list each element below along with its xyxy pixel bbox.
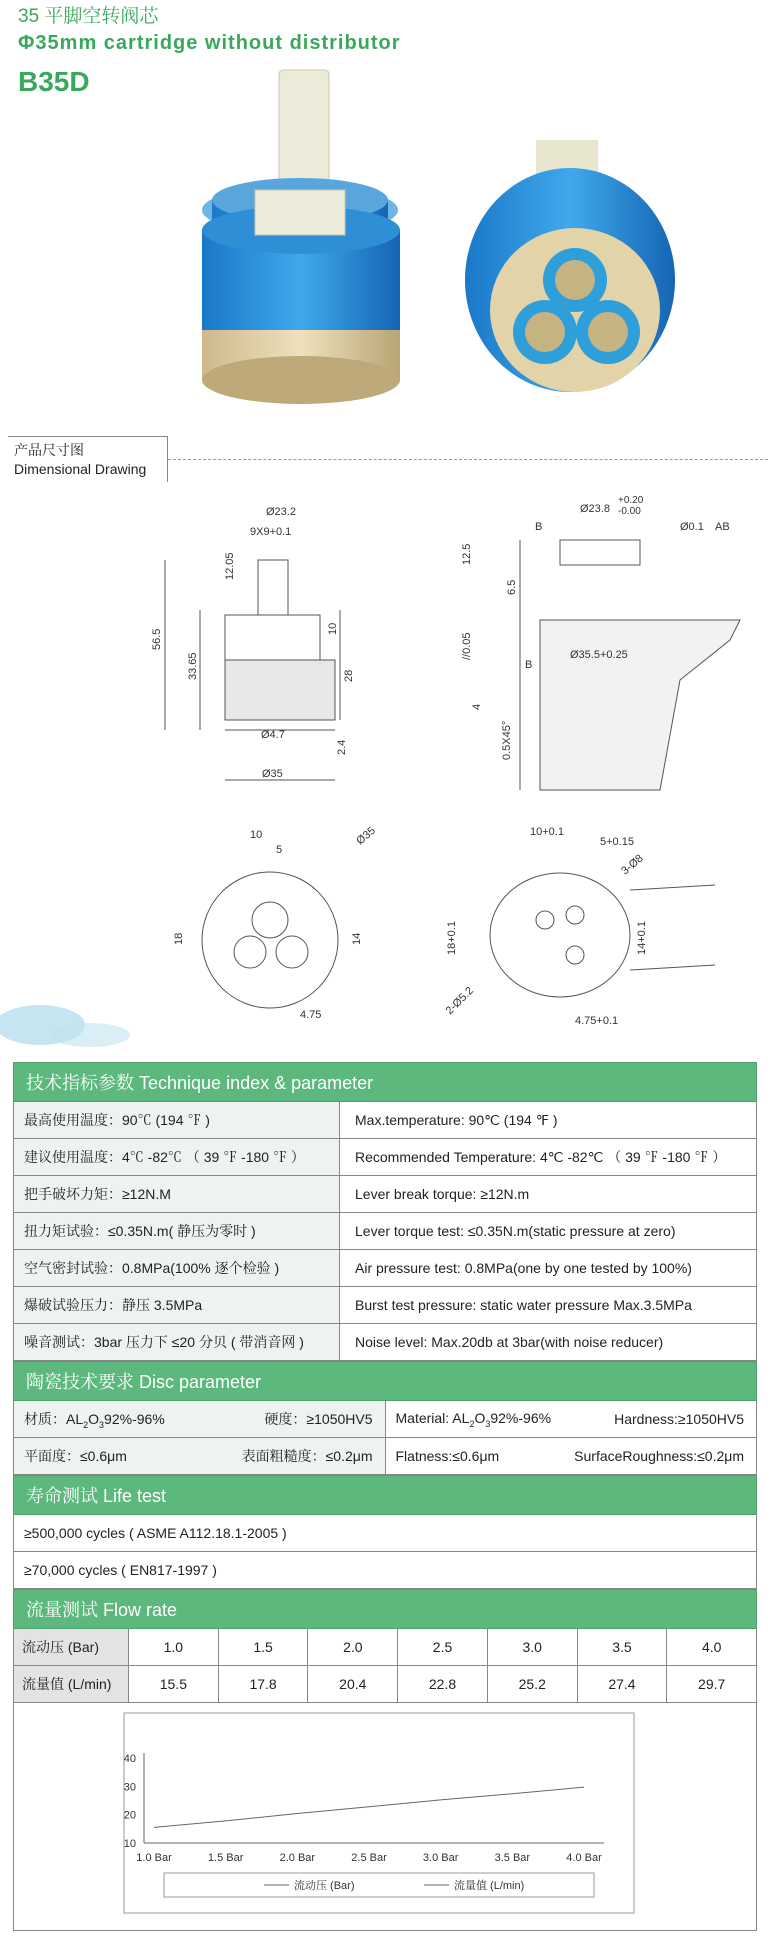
legend-label: 流量值 (L/min) [454, 1880, 525, 1892]
section-life: 寿命测试 Life test [13, 1475, 757, 1515]
material-cn: 材质：$AL_2O_392\%-96\%$ [24, 1410, 165, 1430]
bottom-view-drawing [202, 872, 338, 1008]
tech-cn: 空气密封试验：0.8MPa(100% 逐个检验 ) [14, 1250, 340, 1286]
dim-h14-1: 14+0.1 [636, 921, 648, 955]
divider-dashed [168, 459, 768, 460]
flow-cell: 15.5 [129, 1666, 219, 1702]
tech-row [13, 1213, 757, 1250]
tech-en: Noise level: Max.20db at 3bar(with noise reducer) [355, 1334, 664, 1350]
flow-pressure-row [13, 1629, 757, 1666]
flatness-cn: 平面度：≤0.6μm [24, 1448, 127, 1464]
tech-cn: 扭力矩试验：≤0.35N.m( 静压为零时 ) [14, 1213, 340, 1249]
series-line [154, 1787, 584, 1827]
dim-perp: //0.05 [461, 632, 473, 660]
tech-en: Lever torque test: ≤0.35N.m(static pressure at zero) [355, 1223, 676, 1239]
tech-row [13, 1287, 757, 1324]
tech-row [13, 1250, 757, 1287]
dim-4: 4 [471, 703, 483, 710]
x-tick-label: 3.0 Bar [422, 1852, 459, 1864]
tech-en: Burst test pressure: static water pressure Max.3.5MPa [355, 1297, 692, 1313]
flow-chart-box [13, 1703, 757, 1931]
dim-d35-b: Ø35 [354, 824, 378, 848]
datum-b-top: B [535, 521, 543, 533]
cn-title: 35 平脚空转阀芯 [18, 6, 159, 27]
x-tick-label: 2.0 Bar [279, 1852, 316, 1864]
life-text: ≥500,000 cycles ( ASME A112.18.1-2005 ) [24, 1525, 287, 1541]
legend-label: 流动压 (Bar) [294, 1880, 355, 1892]
dim-10: 10 [327, 622, 339, 635]
disc-en-flatness [386, 1438, 757, 1474]
life-text: ≥70,000 cycles ( EN817-1997 ) [24, 1562, 217, 1578]
flow-cell: 1.0 [129, 1629, 219, 1665]
tech-en: Lever break torque: ≥12N.m [355, 1186, 530, 1202]
flow-cell: 20.4 [308, 1666, 398, 1702]
dim-ab: AB [715, 521, 730, 533]
x-tick-label: 1.5 Bar [207, 1852, 244, 1864]
tech-en: Air pressure test: 0.8MPa(one by one tested by 100%) [355, 1260, 692, 1276]
tech-en: Max.temperature: 90℃ (194 ℉ ) [355, 1111, 558, 1128]
en-title: Φ35mm cartridge without distributor [18, 32, 401, 54]
dim-w4-75: 4.75 [300, 1009, 322, 1021]
dim-tol-up: +0.20 [618, 495, 644, 506]
flow-cell: 27.4 [578, 1666, 668, 1702]
life-row [13, 1552, 757, 1589]
tech-en: Recommended Temperature: 4℃ -82℃ （ 39 ℉ -180 ℉ ） [355, 1149, 727, 1165]
hardness-cn: 硬度：≥1050HV5 [264, 1411, 373, 1427]
tech-row [13, 1324, 757, 1361]
flow-cell: 4.0 [701, 1639, 722, 1655]
flow-cell: 22.8 [398, 1666, 488, 1702]
flow-rate-chart [14, 1703, 756, 1929]
section-disc: 陶瓷技术要求 Disc parameter [13, 1361, 757, 1401]
water-splash-decoration [0, 1005, 130, 1047]
dim-w5: 5 [276, 844, 283, 856]
flow-cell: 2.0 [308, 1629, 398, 1665]
hardness-en: Hardness:≥1050HV5 [614, 1411, 744, 1427]
y-tick-label: 40 [123, 1753, 136, 1765]
dim-2-4: 2.4 [336, 739, 348, 755]
datum-b: B [525, 659, 533, 671]
dim-d35-5: Ø35.5+0.25 [570, 649, 628, 661]
dim-label-cn: 产品尺寸图 [14, 442, 84, 458]
disc-cn-material [14, 1401, 386, 1437]
cartridge-side-photo [202, 70, 400, 404]
dim-chamfer: 0.5X45° [501, 720, 513, 760]
spec-table [13, 1062, 757, 1931]
product-photos [0, 60, 770, 420]
dim-h18: 18 [173, 932, 185, 945]
roughness-en: SurfaceRoughness:≤0.2μm [574, 1448, 744, 1464]
x-tick-label: 4.0 Bar [566, 1852, 602, 1864]
technical-drawings [0, 490, 770, 1050]
dim-h14: 14 [351, 932, 363, 945]
legend-box [164, 1873, 594, 1897]
flow-rate-row [13, 1666, 757, 1703]
dim-56-5: 56.5 [151, 628, 163, 650]
disc-row [13, 1401, 757, 1438]
dim-12-05: 12.05 [224, 552, 236, 580]
flow-rate-label: 流量值 (L/min) [14, 1666, 129, 1702]
dim-w10: 10 [250, 829, 263, 841]
dim-9x9: 9X9+0.1 [250, 526, 292, 538]
flatness-en: Flatness:≤0.6μm [395, 1448, 500, 1464]
dimensional-drawing-label [8, 436, 168, 482]
cartridge-bottom-photo [465, 140, 675, 392]
flow-cell: 3.0 [488, 1629, 578, 1665]
disc-en-material [386, 1401, 757, 1437]
dim-tol-dn: -0.00 [618, 506, 641, 517]
dim-w5-15: 5+0.15 [600, 836, 634, 848]
x-tick-label: 1.0 Bar [136, 1852, 172, 1864]
x-tick-label: 3.5 Bar [494, 1852, 531, 1864]
tech-cn: 最高使用温度：90℃ (194 ℉ ) [14, 1102, 340, 1138]
y-tick-label: 10 [123, 1838, 136, 1850]
tech-cn: 爆破试验压力：静压 3.5MPa [14, 1287, 340, 1323]
dim-label-en: Dimensional Drawing [14, 461, 147, 477]
x-tick-label: 2.5 Bar [351, 1852, 387, 1864]
dim-33-65: 33.65 [187, 652, 199, 680]
y-tick-label: 20 [123, 1809, 136, 1822]
flow-cell: 29.7 [698, 1676, 726, 1692]
flow-cell: 1.5 [219, 1629, 309, 1665]
tech-cn: 建议使用温度：4℃ -82℃ （ 39 ℉ -180 ℉ ） [14, 1139, 340, 1175]
tech-cn: 把手破坏力矩：≥12N.M [14, 1176, 340, 1212]
life-row [13, 1515, 757, 1552]
section-view-drawing [520, 540, 740, 790]
dim-w4-75-1: 4.75+0.1 [575, 1015, 619, 1027]
dim-2-d5-2: 2-Ø5.2 [443, 984, 476, 1018]
tech-cn: 噪音测试：3bar 压力下 ≤20 分贝 ( 带消音网 ) [14, 1324, 340, 1360]
dim-d23-8: Ø23.8 [580, 503, 610, 515]
dim-d4-7: Ø4.7 [261, 729, 285, 741]
y-tick-label: 30 [123, 1781, 136, 1794]
flow-cell: 17.8 [219, 1666, 309, 1702]
flow-cell: 2.5 [398, 1629, 488, 1665]
dim-w10-1: 10+0.1 [530, 826, 564, 838]
flow-pressure-label: 流动压 (Bar) [14, 1629, 129, 1665]
dim-3-d8: 3-Ø8 [619, 852, 646, 878]
tech-row [13, 1176, 757, 1213]
dim-d23-2: Ø23.2 [266, 506, 296, 518]
dim-12-5: 12.5 [461, 543, 473, 565]
dim-d35: Ø35 [262, 768, 283, 780]
dim-6-5: 6.5 [506, 579, 518, 595]
seat-view-drawing [490, 873, 715, 997]
section-flow: 流量测试 Flow rate [13, 1589, 757, 1629]
tech-row [13, 1102, 757, 1139]
roughness-cn: 表面粗糙度：≤0.2μm [241, 1448, 373, 1464]
dim-h18-1: 18+0.1 [446, 921, 458, 955]
dim-28: 28 [343, 669, 355, 682]
material-en: Material: $AL_2O_392\%-96\%$ [395, 1409, 552, 1429]
section-technique: 技术指标参数 Technique index & parameter [13, 1062, 757, 1102]
flow-cell: 25.2 [488, 1666, 578, 1702]
tech-row [13, 1139, 757, 1176]
dim-flatness: Ø0.1 [680, 521, 704, 533]
disc-row [13, 1438, 757, 1475]
model-number: B35D [18, 66, 90, 97]
flow-cell: 3.5 [578, 1629, 668, 1665]
disc-cn-flatness [14, 1438, 386, 1474]
